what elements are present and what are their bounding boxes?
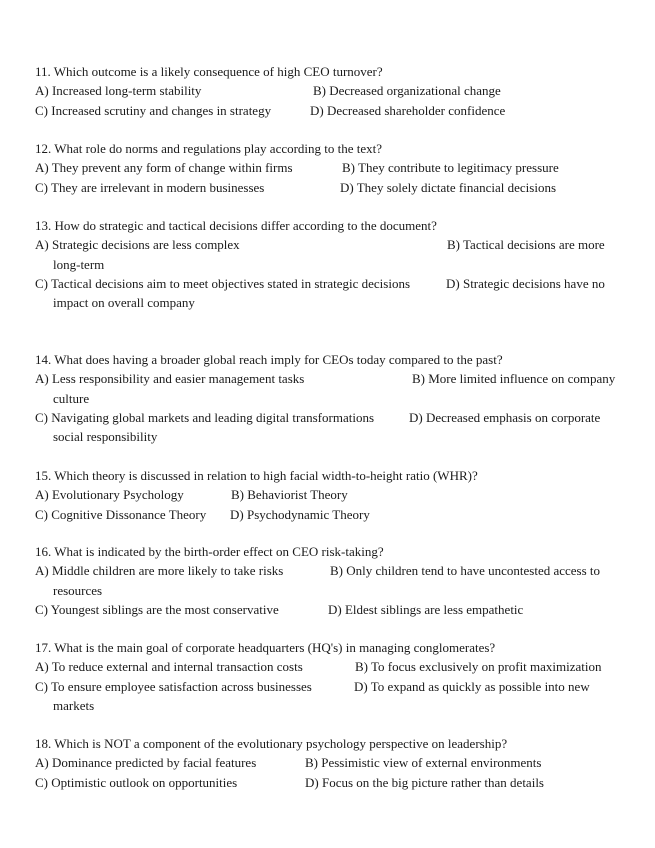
option-a: A) Strategic decisions are less complex — [35, 237, 240, 253]
option-d: D) They solely dictate financial decisions — [340, 179, 556, 195]
option-b: B) More limited influence on company — [412, 371, 616, 387]
option-a: A) Less responsibility and easier management tasks — [35, 371, 305, 387]
options-row — [35, 773, 625, 792]
options-row — [35, 600, 625, 619]
option-d: D) To expand as quickly as possible into new — [354, 678, 590, 694]
option-a: A) To reduce external and internal transaction costs — [35, 659, 303, 675]
option-c: C) Tactical decisions aim to meet objectives stated in strategic decisions — [35, 275, 411, 291]
question-11 — [35, 62, 625, 120]
option-c: C) Optimistic outlook on opportunities — [35, 774, 238, 790]
option-b: B) They contribute to legitimacy pressure — [342, 160, 559, 176]
option-a: A) Evolutionary Psychology — [35, 487, 184, 503]
option-b: B) Only children tend to have uncontested access to — [330, 563, 601, 579]
option-a: A) Middle children are more likely to take risks — [35, 563, 284, 579]
question-text: 18. Which is NOT a component of the evolutionary psychology perspective on leadership? — [35, 736, 508, 751]
question-text: 16. What is indicated by the birth-order effect on CEO risk-taking? — [35, 544, 384, 559]
option-b-continued: culture — [53, 390, 90, 406]
question-17 — [35, 638, 625, 715]
question-16 — [35, 542, 625, 619]
option-a: A) Increased long-term stability — [35, 83, 202, 99]
question-text: 13. How do strategic and tactical decisions differ according to the document? — [35, 218, 437, 233]
option-d: D) Strategic decisions have no — [446, 275, 605, 291]
option-d-continued: social responsibility — [53, 429, 158, 445]
option-b: B) Decreased organizational change — [313, 83, 501, 99]
options-row — [35, 505, 625, 524]
options-row — [35, 235, 625, 254]
option-c: C) Youngest siblings are the most conservative — [35, 601, 279, 617]
options-row — [35, 101, 625, 120]
option-d: D) Focus on the big picture rather than details — [305, 774, 544, 790]
option-c: C) Cognitive Dissonance Theory — [35, 506, 207, 522]
question-12 — [35, 139, 625, 197]
options-row — [35, 274, 625, 293]
option-b: B) Behaviorist Theory — [231, 487, 348, 503]
question-14 — [35, 350, 625, 446]
question-text: 17. What is the main goal of corporate headquarters (HQ's) in managing conglomerates? — [35, 640, 496, 655]
option-c: C) They are irrelevant in modern businesses — [35, 179, 265, 195]
options-row — [35, 369, 625, 388]
option-d: D) Psychodynamic Theory — [230, 506, 370, 522]
question-text: 15. Which theory is discussed in relation to high facial width-to-height ratio (WHR)? — [35, 468, 478, 483]
question-13 — [35, 216, 625, 312]
options-row — [35, 408, 625, 427]
option-c: C) To ensure employee satisfaction across businesses — [35, 678, 312, 694]
options-row — [35, 657, 625, 676]
option-a: A) Dominance predicted by facial features — [35, 755, 257, 771]
options-row — [35, 178, 625, 197]
question-15 — [35, 466, 625, 524]
question-text: 11. Which outcome is a likely consequence of high CEO turnover? — [35, 64, 383, 79]
option-c: C) Increased scrutiny and changes in strategy — [35, 102, 272, 118]
question-text: 12. What role do norms and regulations play according to the text? — [35, 141, 383, 156]
option-d-continued: markets — [53, 697, 95, 713]
options-row — [35, 561, 625, 580]
option-d-continued: impact on overall company — [53, 295, 195, 311]
option-b: B) Tactical decisions are more — [447, 237, 605, 253]
options-row — [35, 753, 625, 772]
options-row — [35, 158, 625, 177]
option-b: B) Pessimistic view of external environments — [305, 755, 542, 771]
options-row — [35, 81, 625, 100]
option-d: D) Decreased emphasis on corporate — [409, 409, 601, 425]
option-d: D) Decreased shareholder confidence — [310, 102, 506, 118]
options-row — [35, 677, 625, 696]
option-b-continued: long-term — [53, 256, 105, 272]
options-row — [35, 485, 625, 504]
question-18 — [35, 734, 625, 792]
option-c: C) Navigating global markets and leading digital transformations — [35, 409, 375, 425]
option-d: D) Eldest siblings are less empathetic — [328, 601, 524, 617]
option-a: A) They prevent any form of change within firms — [35, 160, 293, 176]
option-b-continued: resources — [53, 582, 103, 598]
option-b: B) To focus exclusively on profit maximization — [355, 659, 602, 675]
question-text: 14. What does having a broader global reach imply for CEOs today compared to the past? — [35, 352, 503, 367]
